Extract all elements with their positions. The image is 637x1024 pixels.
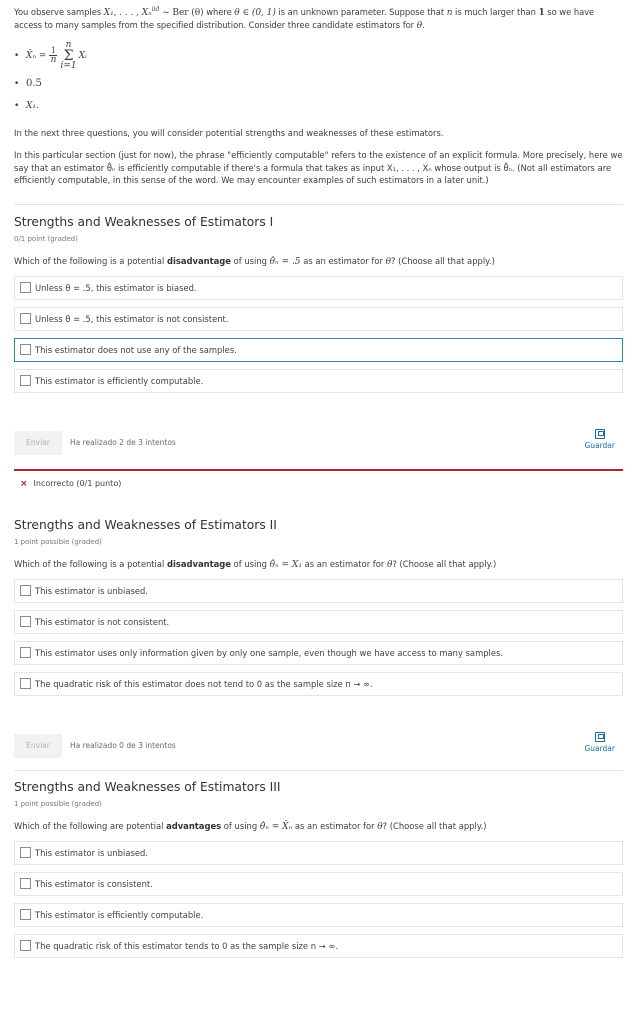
save-icon xyxy=(595,732,605,742)
section-grade: 1 point possible (graded) xyxy=(14,799,102,808)
checkbox[interactable] xyxy=(20,282,31,293)
incorrect-icon: × xyxy=(20,478,28,489)
save-icon xyxy=(595,429,605,439)
choice-list xyxy=(14,579,623,696)
checkbox[interactable] xyxy=(20,585,31,596)
attempts-count: Ha realizado 0 de 3 intentos xyxy=(70,741,176,751)
status-text: Incorrecto (0/1 punto) xyxy=(33,479,122,489)
question-text: Which of the following is a potential disadvantage of using θ̂ₙ = .5 as an estimator for θ? (Choose all that apply.) xyxy=(14,255,495,267)
choice-list xyxy=(14,276,623,393)
choice-option[interactable]: This estimator is efficiently computable. xyxy=(14,903,623,927)
section-grade: 0/1 point (graded) xyxy=(14,234,78,243)
submit-row xyxy=(14,429,623,457)
checkbox[interactable] xyxy=(20,647,31,658)
choice-option[interactable]: This estimator is efficiently computable. xyxy=(14,369,623,393)
choice-list xyxy=(14,841,623,958)
intro-line-2: access to many samples from the specified distribution. Consider three candidate estimators for θ. xyxy=(14,20,425,32)
section-grade: 1 point possible (graded) xyxy=(14,537,102,546)
submit-row xyxy=(14,732,623,760)
estimator-constant: • 0.5 xyxy=(14,78,42,90)
submit-button[interactable]: Enviar xyxy=(14,431,62,455)
choice-option[interactable]: This estimator is unbiased. xyxy=(14,579,623,603)
checkbox[interactable] xyxy=(20,313,31,324)
status-divider xyxy=(14,463,623,471)
intro-line-1: You observe samples X₁, . . . , Xₙ$^{iid}$ ~ Ber (θ) where θ ∈ (0, 1) is an unknown parameter. Suppose that n is much larger than 1 so we have xyxy=(14,6,595,18)
choice-option[interactable]: The quadratic risk of this estimator tends to 0 as the sample size n → ∞. xyxy=(14,934,623,958)
section-title: Strengths and Weaknesses of Estimators III xyxy=(14,779,281,794)
choice-option[interactable]: Unless θ = .5, this estimator is biased. xyxy=(14,276,623,300)
checkbox[interactable] xyxy=(20,847,31,858)
paragraph-next-questions: In the next three questions, you will consider potential strengths and weaknesses of these estimators. xyxy=(14,127,444,138)
choice-option[interactable]: This estimator is not consistent. xyxy=(14,610,623,634)
section-title: Strengths and Weaknesses of Estimators I xyxy=(14,214,274,229)
choice-option[interactable]: This estimator uses only information given by only one sample, even though we have access to many samples. xyxy=(14,641,623,665)
fraction: $\frac{1}{n}$ xyxy=(50,46,57,66)
checkbox[interactable] xyxy=(20,375,31,386)
choice-option[interactable]: This estimator is unbiased. xyxy=(14,841,623,865)
checkbox[interactable] xyxy=(20,878,31,889)
estimator-list xyxy=(14,39,623,117)
checkbox[interactable] xyxy=(20,940,31,951)
attempts-count: Ha realizado 2 de 3 intentos xyxy=(70,438,176,448)
status-message xyxy=(14,473,623,495)
paragraph-efficiently-computable: In this particular section (just for now), the phrase "efficiently computable" refers to the existence of an explicit formula. More precisely, here we say that an estimator θ̂ₙ is efficiently computable if there's a formula that takes as input X₁, . . . , Xₙ whose output is θ̂ₙ. (Not all estimators are efficiently computable, in this sense of the word. We may encounter examples of such estimators in a later unit.) xyxy=(14,150,623,186)
submit-button[interactable]: Enviar xyxy=(14,734,62,758)
section-title: Strengths and Weaknesses of Estimators II xyxy=(14,517,277,532)
checkbox[interactable] xyxy=(20,909,31,920)
choice-option[interactable]: The quadratic risk of this estimator does not tend to 0 as the sample size n → ∞. xyxy=(14,672,623,696)
checkbox[interactable] xyxy=(20,616,31,627)
summation: n Σ i=1 xyxy=(60,39,77,71)
intro-text xyxy=(14,0,623,33)
save-button[interactable]: Guardar xyxy=(584,732,615,753)
question-text: Which of the following is a potential disadvantage of using θ̂ₙ = X₁ as an estimator for θ? (Choose all that apply.) xyxy=(14,558,497,570)
checkbox[interactable] xyxy=(20,344,31,355)
problem-section-1 xyxy=(14,205,623,495)
save-button[interactable]: Guardar xyxy=(584,429,615,450)
question-text: Which of the following are potential advantages of using θ̂ₙ = X̄ₙ as an estimator for θ? (Choose all that apply.) xyxy=(14,820,487,832)
choice-option-selected[interactable]: This estimator does not use any of the samples. xyxy=(14,338,623,362)
choice-option[interactable]: This estimator is consistent. xyxy=(14,872,623,896)
problem-section-2 xyxy=(14,495,623,771)
checkbox[interactable] xyxy=(20,678,31,689)
estimator-sample-mean: • X̄ₙ = $\frac{1}{n}$ n Σ i=1 Xᵢ xyxy=(14,39,87,71)
problem-section-3 xyxy=(14,771,623,958)
choice-option[interactable]: Unless θ = .5, this estimator is not consistent. xyxy=(14,307,623,331)
estimator-first-sample: • X₁. xyxy=(14,100,39,111)
